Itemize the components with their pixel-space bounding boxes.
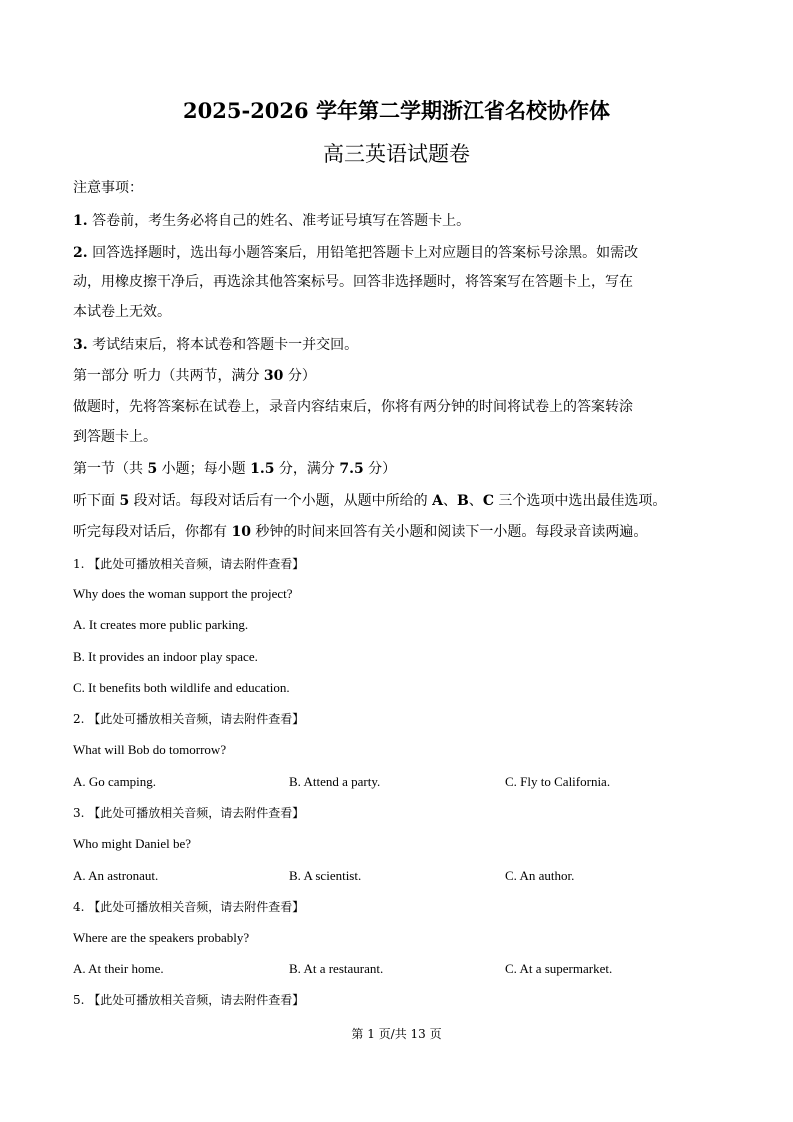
- section1-each-score: 1.5: [250, 461, 275, 477]
- section1-heading-end: 分）: [363, 461, 397, 477]
- notice-item-3-number: 3.: [73, 337, 88, 353]
- instr1-sep-2: 、: [468, 493, 483, 509]
- exam-subtitle: 高三英语试题卷: [323, 142, 470, 166]
- notice-heading: 注意事项：: [73, 180, 143, 196]
- question-2-option-a: A. Go camping.: [73, 774, 157, 789]
- question-3-audio-tag[interactable]: 3. 【此处可播放相关音频，请去附件查看】: [73, 806, 305, 820]
- question-4-audio-tag[interactable]: 4. 【此处可播放相关音频，请去附件查看】: [73, 900, 305, 914]
- question-2-text: What will Bob do tomorrow?: [73, 742, 227, 757]
- page-number: 第 1 页/共 13 页: [351, 1027, 442, 1041]
- question-2-audio-tag[interactable]: 2. 【此处可播放相关音频，请去附件查看】: [73, 712, 305, 726]
- question-1-option-c: C. It benefits both wildlife and education.: [73, 680, 290, 695]
- notice-item-2-number: 2.: [73, 245, 88, 261]
- instr1-text-a: 听下面: [73, 493, 120, 509]
- notice-item-2-line-3: 本试卷上无效。: [73, 304, 171, 320]
- notice-item-1-text: 答卷前，考生务必将自己的姓名、准考证号填写在答题卡上。: [87, 213, 471, 229]
- question-1-text: Why does the woman support the project?: [73, 586, 293, 601]
- exam-title: 2025-2026 学年第二学期浙江省名校协作体: [183, 98, 610, 123]
- part1-heading: [73, 366, 316, 386]
- instr1-count: 5: [119, 493, 130, 509]
- part1-heading-end: 分）: [283, 368, 316, 384]
- question-1-audio-tag[interactable]: 1. 【此处可播放相关音频，请去附件查看】: [73, 557, 305, 571]
- section1-total-score: 7.5: [339, 461, 364, 477]
- question-2-option-c: C. Fly to California.: [505, 774, 611, 789]
- instr1-option-a: A: [432, 493, 443, 509]
- notice-item-3: [73, 335, 358, 355]
- notice-item-2-line-1: 回答选择题时，选出每小题答案后，用铅笔把答题卡上对应题目的答案标号涂黑。如需改: [87, 245, 639, 261]
- notice-item-2-line-2: 动，用橡皮擦干净后，再选涂其他答案标号。回答非选择题时，将答案写在答题卡上，写在: [73, 274, 633, 290]
- question-1-option-a: A. It creates more public parking.: [73, 617, 249, 632]
- question-2-option-b: B. Attend a party.: [289, 774, 381, 789]
- notice-item-1: [73, 211, 470, 231]
- question-4-text: Where are the speakers probably?: [73, 930, 250, 945]
- instr1-option-b: B: [456, 493, 469, 509]
- section1-heading-mid1: 小题；每小题: [157, 461, 251, 477]
- section1-count: 5: [147, 461, 158, 477]
- question-4-option-b: B. At a restaurant.: [289, 961, 384, 976]
- instr2-text-b: 秒钟的时间来回答有关小题和阅读下一小题。每段录音读两遍。: [250, 524, 648, 540]
- instr1-text-b: 段对话。每段对话后有一个小题，从题中所给的: [129, 493, 433, 509]
- instr1-sep-1: 、: [442, 493, 457, 509]
- question-3-option-b: B. A scientist.: [289, 868, 362, 883]
- question-4-option-c: C. At a supermarket.: [505, 961, 613, 976]
- section1-instruction-line-2: [73, 522, 647, 542]
- notice-item-1-number: 1.: [73, 213, 88, 229]
- notice-item-3-text: 考试结束后，将本试卷和答题卡一并交回。: [87, 337, 359, 353]
- question-5-audio-tag[interactable]: 5. 【此处可播放相关音频，请去附件查看】: [73, 993, 305, 1007]
- instr2-seconds: 10: [231, 524, 251, 540]
- instr2-text-a: 听完每段对话后，你都有: [73, 524, 232, 540]
- section1-heading-text: 第一节（共: [73, 461, 148, 477]
- question-3-option-c: C. An author.: [505, 868, 575, 883]
- question-4-option-a: A. At their home.: [73, 961, 164, 976]
- section1-heading-mid2: 分，满分: [274, 461, 340, 477]
- notice-item-2: [73, 243, 638, 263]
- part1-instruction-line-2: 到答题卡上。: [73, 429, 157, 445]
- question-1-option-b: B. It provides an indoor play space.: [73, 649, 258, 664]
- instr1-option-c: C: [482, 493, 494, 509]
- question-3-text: Who might Daniel be?: [73, 836, 192, 851]
- part1-instruction-line-1: 做题时，先将答案标在试卷上，录音内容结束后，你将有两分钟的时间将试卷上的答案转涂: [73, 399, 633, 415]
- section1-heading: [73, 459, 396, 479]
- section1-instruction-line-1: [73, 491, 666, 511]
- part1-score: 30: [263, 368, 284, 384]
- question-3-option-a: A. An astronaut.: [73, 868, 159, 883]
- part1-heading-text: 第一部分 听力（共两节，满分: [73, 368, 264, 384]
- instr1-text-c: 三个选项中选出最佳选项。: [493, 493, 667, 509]
